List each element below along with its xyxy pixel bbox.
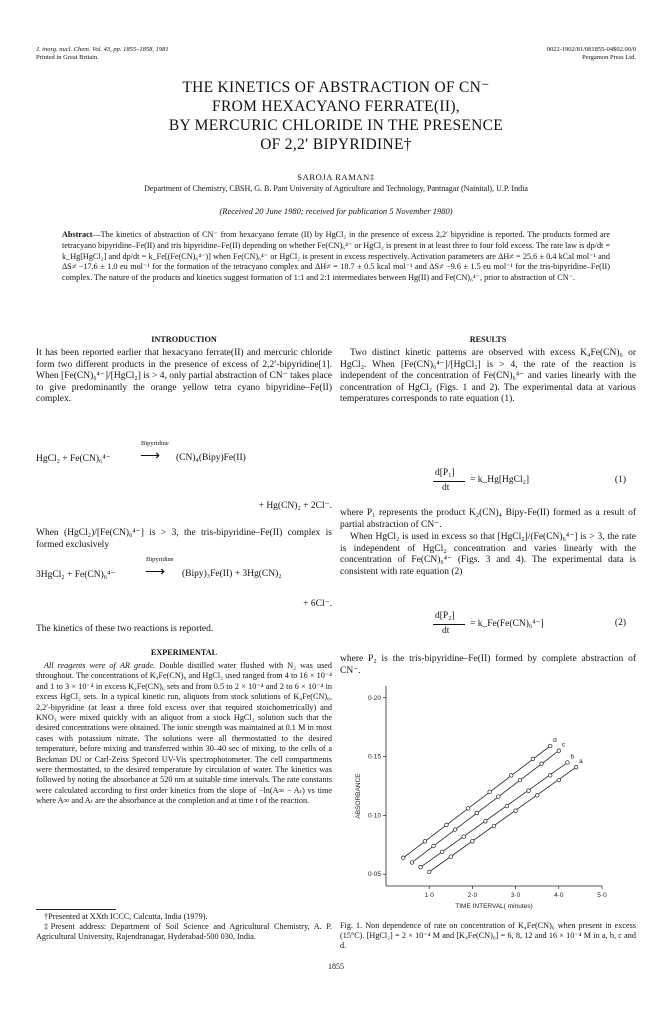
figure-1-caption: Fig. 1. Non dependence of rate on concentration of K₄Fe(CN)₆ when present in excess (15°C). [HgCl₂] = 2 × 10⁻⁴ M and [K₄Fe(CN)₆] = 6, 8, 12 and 16 × 10⁻⁴ M in a, b, c and d. xyxy=(340,921,636,950)
data-point-d xyxy=(445,823,449,827)
results-paragraph-2: When HgCl₂ is used in excess so that [HgCl₂]/(Fe(CN)₆⁴⁻] is > 3, the rate is independent of HgCl₂ concentration and varies linearly with the concentration of Fe(CN)₆⁴⁻ (Figs. 3 and 4). The experimental data is consistent with rate equation (2) xyxy=(340,532,636,577)
where-p2: where P₂ is the tris-bipyridine–Fe(II) formed by complete abstraction of CN⁻. xyxy=(340,654,636,676)
x-tick-label: 4·0 xyxy=(554,892,564,899)
data-point-c xyxy=(540,762,544,766)
paragraph-tris: When (HgCl₂)/[Fe(CN)₆⁴⁻] is > 3, the tris-bipyridine–Fe(II) complex is formed exclusively xyxy=(36,528,332,550)
data-point-a xyxy=(535,794,539,798)
data-point-c xyxy=(475,811,479,815)
data-point-b xyxy=(462,835,466,839)
data-point-d xyxy=(488,790,492,794)
y-axis-label: ABSORBANCE xyxy=(355,773,362,819)
eq-r1-number: (1) xyxy=(614,475,626,485)
data-point-c xyxy=(432,844,436,848)
series-label-a: a xyxy=(579,758,583,766)
data-point-b xyxy=(484,819,488,823)
equation-2 xyxy=(36,556,332,596)
data-point-d xyxy=(531,757,535,761)
paragraph-kinetics: The kinetics of these two reactions is reported. xyxy=(36,624,214,634)
data-point-d xyxy=(466,807,470,811)
experimental-text xyxy=(36,661,332,807)
author: SAROJA RAMAN‡ xyxy=(297,172,375,182)
rate-equation-1 xyxy=(340,468,636,502)
abstract xyxy=(62,230,610,284)
eq2-lhs: 3HgCl₂ + Fe(CN)₆⁴⁻ xyxy=(36,570,116,580)
footnote-presented: †Presented at XXth ICCC, Calcutta, India (1979). xyxy=(44,912,208,921)
series-label-d: d xyxy=(553,737,557,744)
experimental-lead-2: AR grade. xyxy=(119,661,156,670)
data-point-a xyxy=(471,839,475,843)
data-point-d xyxy=(401,856,405,860)
eq-r2-numerator: d[P₂] xyxy=(435,611,455,621)
data-point-a xyxy=(449,855,453,859)
introduction-text: It has been reported earlier that hexacyano ferrate(II) and mercuric chloride form two different products in the presence of excess of 2,2′-bipyridine[1]. When [Fe(CN)₆⁴⁻]/[HgCl₂] is > 4, only partial abstraction of CN⁻ takes place to give predominantly the orange yellow tetra cyano bipyridine–Fe(II) complex. xyxy=(36,348,332,405)
y-tick-label: 0·05 xyxy=(367,871,381,879)
page-number: 1855 xyxy=(328,962,344,971)
data-point-a xyxy=(574,765,578,769)
data-point-c xyxy=(410,861,414,865)
eq1-arrow: ⟶ xyxy=(140,449,161,464)
eq1-over-label: Bipyridine xyxy=(141,440,169,447)
eq-r1-rhs: = k_Hg[HgCl₂] xyxy=(470,475,530,485)
x-axis-label: TIME INTERVAL( minutes) xyxy=(455,903,533,910)
data-point-a xyxy=(557,778,561,782)
eq2-over-label: Bipyridine xyxy=(146,556,174,563)
x-tick-label: 1·0 xyxy=(424,892,434,899)
printed-in: Printed in Great Britain. xyxy=(36,54,99,61)
y-tick-label: 0·20 xyxy=(367,694,381,702)
data-point-b xyxy=(566,761,570,765)
experimental-lead: All reagents were of xyxy=(44,661,116,670)
title-line-2: FROM HEXACYANO FERRATE(II), xyxy=(212,98,460,115)
footnote-address: ‡Present address: Department of Soil Science and Agricultural Chemistry, A. P. Agricultural University, Rajendranagar, Hyderabad-500 030, India. xyxy=(36,922,332,941)
data-point-b xyxy=(527,789,531,793)
eq2-arrow: ⟶ xyxy=(145,565,166,580)
x-tick-label: 3·0 xyxy=(510,892,521,899)
data-point-d xyxy=(423,839,427,843)
eq-r2-number: (2) xyxy=(614,618,626,628)
data-point-b xyxy=(419,865,423,869)
rate-equation-2 xyxy=(340,611,636,645)
data-point-c xyxy=(497,795,501,799)
x-tick-label: 5·0 xyxy=(597,892,607,899)
data-point-a xyxy=(492,824,496,828)
eq-r2-denominator: dt xyxy=(442,626,450,636)
eq1-rhs: (CN)₄(Bipy)Fe(II) xyxy=(176,453,246,463)
data-point-d xyxy=(509,774,513,778)
abstract-text: —The kinetics of abstraction of CN⁻ from hexacyano ferrate (II) by HgCl₂ in the presence of excess 2,2′ bipyridine is reported. The products formed are tetracyano bipyridine–Fe(II) and tris bipyridine–Fe(II) depending on whether Fe(CN)₆⁴⁻ or HgCl₂ is present in at least three to four fold excess. The rate law is dp/dt = k_Hg[HgCl₂] and dp/dt = k_Fe[(Fe(CN)₆⁴⁻)] when Fe(CN)₆⁴⁻ or HgCl₂ is present in excess respectively. Activation parameters are ΔH≠ = 25.6 ± 0.4 kCal mol⁻¹ and ΔS≠ −17.6 ± 1.0 eu mol⁻¹ for the formation of the tetracyano complex and ΔH≠ = 18.7 ± 0.5 kcal mol⁻¹ and ΔS≠ −9.6 ± 1.5 eu mol⁻¹ for the tris-bipyridine–Fe(II) complex. The nature of the products and kinetics suggest formation of 1:1 and 2:1 intermediates between Hg(II) and Fe(CN)₆⁴⁻, prior to abstraction of CN⁻. xyxy=(62,230,610,283)
eq-r1-numerator: d[P₁] xyxy=(435,468,455,478)
abstract-label: Abstract xyxy=(62,230,93,239)
data-point-a xyxy=(427,870,431,874)
figure-1-chart xyxy=(340,676,636,918)
x-tick-label: 2·0 xyxy=(467,892,478,899)
data-point-d xyxy=(548,744,552,748)
results-text: Two distinct kinetic patterns are observed with excess K₄Fe(CN)₆ or HgCl₂. When [Fe(CN)₆⁴⁻]/[HgCl₂] is > 4, the rate of the reaction is independent of the concentration of Fe(CN)₆⁴⁻ and varies linearly with the concentration of HgCl₂ (Figs. 1 and 2). The experimental data at various temperatures corresponds to rate equation (1). xyxy=(340,348,636,405)
data-point-c xyxy=(453,828,457,832)
data-point-a xyxy=(514,809,518,813)
experimental-body: Double distilled water flushed with N₂ was used throughout. The concentrations of K₄Fe(CN)₆ and HgCl₂ used ranged from 4 to 16 × 10⁻⁴ and 1 to 3 × 10⁻⁴ in excess K₄Fe(CN)₆ sets and from 0.5 to 2 × 10⁻⁴ and 2 to 6 × 10⁻⁴ in excess HgCl₂ sets. In a typical kinetic run, aliquots from stock solutions of K₄Fe(CN)₆, 2,2′-bipyridine (at least a three fold excess over that required stoichometrically) and KNO₃ were mixed quickly with an aliquot from a stock HgCl₂ solution such that the desired concentrations were obtained. The ionic strength was maintained at 0.1 M in most cases with potassium nitrate. The solutions were all thermostatted to the desired temperature, before mixing and transferred within 30–40 sec of mixing, to the cells of a Beckman DU or Carl-Zeiss Specord UV-Vis spectrophotometer. The cell compartments were thermostatted, to the desired temperature by circulation of water. The kinetics was followed by noting the absorbance at 520 nm at suitable time intervals. The rate constants were calculated according to first order kinetics from the slope of −ln(A∞ − Aₜ) vs time where A∞ and Aₜ are the absorbance at the completion and at time t of the reaction. xyxy=(36,661,332,806)
experimental-heading: EXPERIMENTAL xyxy=(150,648,218,657)
eq2-continuation: + 6Cl⁻. xyxy=(303,599,332,609)
article-code: 0022-1902/81/081855-04$02.00/0 xyxy=(546,46,636,53)
eq2-rhs: (Bipy)₃Fe(II) + 3Hg(CN)₂ xyxy=(182,569,282,579)
affiliation: Department of Chemistry, CBSH, G. B. Pant University of Agriculture and Technology, Pantnagar (Nainital), U.P. India xyxy=(144,184,528,193)
eq-r2-fraction-bar xyxy=(433,624,465,625)
data-point-c xyxy=(557,749,561,753)
series-label-b: b xyxy=(570,753,575,761)
y-tick-label: 0·15 xyxy=(367,753,381,761)
title-line-4: OF 2,2′ BIPYRIDINE† xyxy=(260,136,412,153)
footnote-rule xyxy=(36,909,116,910)
eq-r1-fraction-bar xyxy=(433,481,465,482)
data-point-b xyxy=(548,774,552,778)
results-heading: RESULTS xyxy=(469,335,507,344)
data-point-c xyxy=(518,778,522,782)
data-point-b xyxy=(440,850,444,854)
data-point-b xyxy=(505,804,509,808)
introduction-heading: INTRODUCTION xyxy=(151,335,217,344)
eq-r2-rhs: = k_Fe(Fe(CN)₆⁴⁻] xyxy=(470,619,544,629)
title-line-1: THE KINETICS OF ABSTRACTION OF CN⁻ xyxy=(182,79,490,96)
eq-r1-denominator: dt xyxy=(442,483,450,493)
y-tick-label: 0·10 xyxy=(367,812,381,820)
received-dates: (Received 20 June 1980; received for publication 5 November 1980) xyxy=(219,206,453,216)
title-line-3: BY MERCURIC CHLORIDE IN THE PRESENCE xyxy=(168,117,504,134)
publisher: Pergamon Press Ltd. xyxy=(582,54,636,61)
journal-citation: J. inorg. nucl. Chem. Vol. 43, pp. 1855–1858, 1981 xyxy=(36,46,169,53)
series-label-c: c xyxy=(561,741,566,749)
eq1-lhs: HgCl₂ + Fe(CN)₆⁴⁻ xyxy=(36,454,111,464)
where-p1: where P₁ represents the product K₂(CN)₄ Bipy-Fe(II) formed as a result of partial abstraction of CN⁻. xyxy=(340,508,636,530)
eq1-continuation: + Hg(CN)₂ + 2Cl⁻. xyxy=(258,501,332,511)
equation-1 xyxy=(36,440,332,480)
